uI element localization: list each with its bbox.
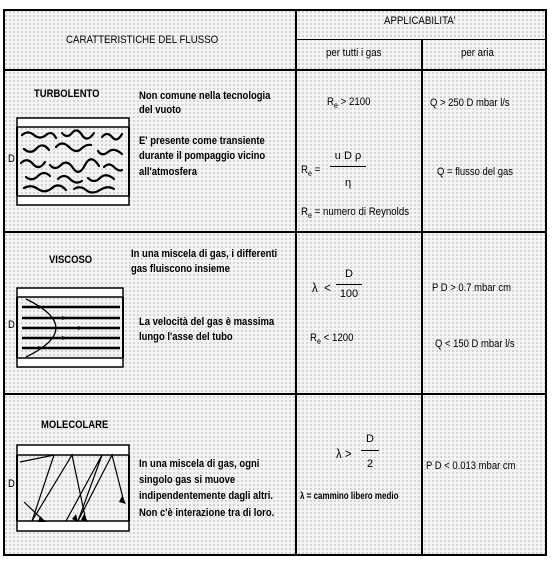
row1-re-formula-den: η [344, 177, 352, 189]
row3-lambda-num: D [366, 433, 374, 445]
row3-d-label: D [8, 478, 15, 490]
row1-title: TURBOLENTO [34, 88, 100, 100]
row1-desc-line4: durante il pompaggio vicino [139, 150, 266, 162]
re-subscript: e [333, 101, 338, 111]
row2-air-condition2: Q < 150 D mbar l/s [435, 338, 515, 350]
re-formula-eq: = [314, 164, 321, 176]
row2-desc-line2: gas fluiscono insieme [131, 263, 230, 275]
row1-air-cell [423, 71, 546, 231]
row3-title: MOLECOLARE [41, 419, 109, 431]
row1-re-formula-bar [330, 166, 366, 167]
table-border-bottom [3, 554, 547, 556]
row3-desc-line1: In una miscela di gas, ogni [139, 458, 260, 470]
table-border-row2 [3, 393, 547, 395]
row3-lambda-den: 2 [366, 458, 374, 470]
lambda-symbol: λ [312, 280, 318, 295]
lambda3-symbol: λ [336, 446, 342, 461]
row1-desc-line1: Non comune nella tecnologia [139, 90, 271, 102]
table-divider-main [295, 9, 297, 556]
turbulent-flow-diagram [14, 115, 132, 208]
row3-lambda-bar [361, 450, 379, 451]
row3-air-cell [423, 395, 546, 554]
row2-lambda-num: D [345, 268, 353, 280]
row2-air-cell [423, 233, 546, 393]
re-note-symbol: R [301, 206, 308, 218]
row2-desc-line3: La velocità del gas è massima [139, 316, 275, 328]
re-formula-symbol: R [301, 164, 308, 176]
row3-lambda-lhs [336, 446, 352, 461]
row2-desc-line4: lungo l'asse del tubo [139, 331, 233, 343]
row3-lambda-note: λ = cammino libero medio [300, 491, 399, 502]
header-all-gases: per tutti i gas [326, 47, 382, 59]
lambda-greater-than: > [344, 446, 352, 461]
re-note-text: = numero di Reynolds [314, 206, 410, 218]
row1-desc-line3: E' presente come transiente [139, 135, 265, 147]
re-symbol: R [327, 96, 334, 108]
re2-symbol: R [310, 332, 317, 344]
row2-lambda-bar [336, 284, 362, 285]
row3-gas-cell [297, 395, 421, 554]
row2-lambda-lhs [312, 280, 331, 295]
row3-desc-line4: Non c'è interazione tra di loro. [139, 507, 275, 519]
table-border-right [545, 9, 547, 556]
header-characteristics: CARATTERISTICHE DEL FLUSSO [66, 34, 219, 46]
lambda-less-than: < [324, 280, 331, 295]
row3-air-condition: P D < 0.013 mbar cm [426, 460, 516, 472]
row1-d-label: D [8, 153, 15, 165]
molecular-flow-diagram [14, 442, 132, 534]
row1-re-formula-num: u D ρ [334, 150, 362, 162]
row3-desc-line3: indipendentemente dagli altri. [139, 490, 274, 502]
row2-re-condition [310, 332, 353, 346]
re-note-subscript: e [307, 211, 312, 221]
row1-desc-line5: all'atmosfera [139, 166, 197, 178]
re2-condition-value: < 1200 [323, 332, 354, 344]
re-condition-value: > 2100 [340, 96, 371, 108]
row2-d-label: D [8, 319, 15, 331]
re-formula-subscript: e [307, 169, 312, 179]
table-border-left [3, 9, 5, 556]
header-applicability: APPLICABILITA' [384, 15, 456, 27]
table-border-top [3, 9, 547, 11]
row1-air-condition: Q > 250 D mbar l/s [430, 97, 510, 109]
row3-desc-line2: singolo gas si muove [139, 474, 236, 486]
row1-air-note: Q = flusso del gas [437, 166, 513, 178]
row2-lambda-den: 100 [339, 288, 359, 300]
header-air: per aria [461, 47, 494, 59]
row2-title: VISCOSO [49, 254, 93, 266]
row1-re-note [301, 206, 409, 220]
row2-desc-line1: In una miscela di gas, i differenti [131, 248, 278, 260]
row1-re-condition [327, 96, 370, 110]
re2-subscript: e [316, 337, 321, 347]
table-border-row1 [3, 231, 547, 233]
row1-desc-line2: del vuoto [139, 104, 182, 116]
row1-re-formula-lhs [301, 164, 320, 178]
row2-air-condition1: P D > 0.7 mbar cm [432, 282, 511, 294]
row2-gas-cell [297, 233, 421, 393]
table-border-header [3, 69, 547, 71]
viscous-flow-diagram [14, 285, 126, 370]
table-divider-air [421, 39, 423, 556]
